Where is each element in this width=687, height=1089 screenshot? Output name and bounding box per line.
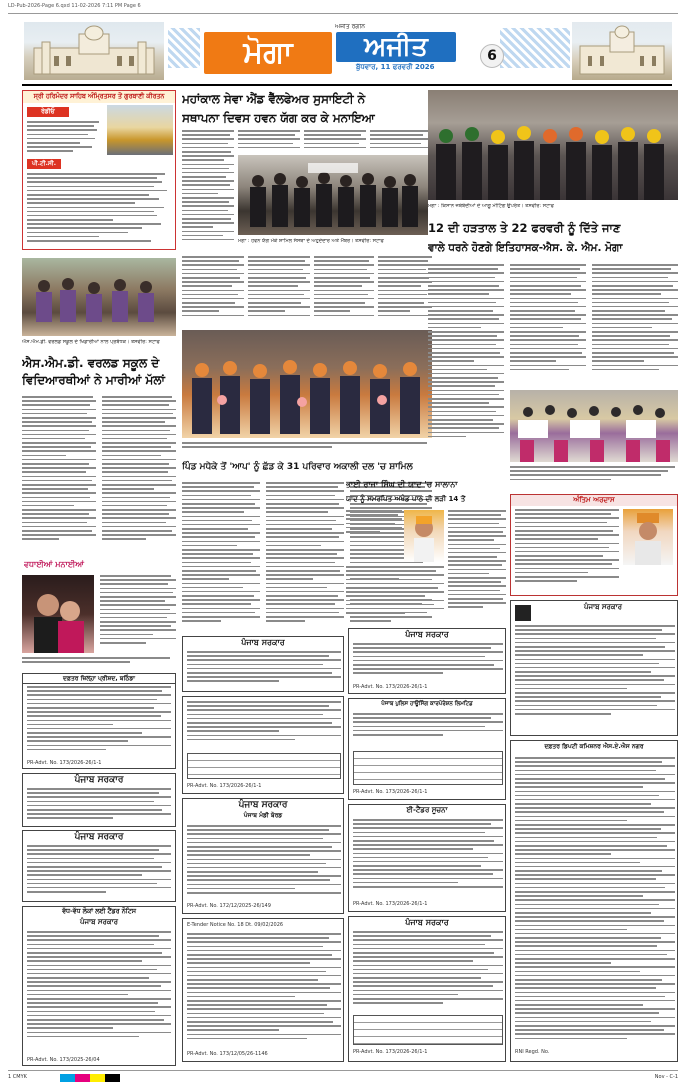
right-headline-line2: ਵਾਲੇ ਧਰਨੇ ਹੋਣਗੇ ਇਤਿਹਾਸਕ-ਐਸ. ਕੇ. ਐਮ. ਮੋਗਾ [428,242,623,254]
gurdwara-photo-right [572,22,672,80]
couple-portrait [22,575,94,653]
notice-tender-left-code: PR-Advt. No. 173/2025-26/04 [27,1057,100,1063]
school-story-col2 [102,396,176,556]
notice-punjab-center-a [182,636,344,692]
farmers-photo-caption: ਮੋਗਾ : ਕਿਸਾਨ ਜਥੇਬੰਦੀਆਂ ਦੇ ਆਗੂ ਮੀਟਿੰਗ ਉਪਰੰਤ। ਤਸਵੀਰ: ਸਟਾਫ [428,203,554,209]
notice-tender-left-body [27,931,171,1055]
notice-punjab-left-1-title: ਪੰਜਾਬ ਸਰਕਾਰ [74,775,124,785]
notice-punjab-cr-a-body [353,643,503,681]
aap-group-figures [182,330,432,438]
right-story-col2 [510,264,586,384]
school-story-col1 [22,396,96,556]
masthead-rule [22,84,672,86]
notice-tender-left-title: ਵੱਧ-ਵੱਧ ਲੋਕਾਂ ਲਈ ਟੈਂਡਰ ਨੋਟਿਸ [62,908,136,915]
footer-rule [8,1070,678,1071]
school-group-figures [22,258,176,336]
notice-e-tender [182,918,344,1062]
notice-punjab-cr-a-title: ਪੰਜਾਬ ਸਰਕਾਰ [405,630,449,639]
notice-punjab-cr-b-code: PR-Advt. No. 173/2026-26/1-1 [353,1049,428,1055]
gurdwara-illustration-right [572,22,672,80]
ptc-label-text: ਪੀ.ਟੀ.ਸੀ. [32,160,56,167]
obituary-ad [510,494,678,596]
elder-portrait [404,510,444,562]
center-story-cont-col1 [182,256,244,326]
right-story-col3 [592,264,678,384]
notice-punjab-left-1-body [27,788,171,824]
radio-label-text: ਰੇਡੀਓ [41,108,55,115]
page-number-badge [480,44,504,68]
right-story-col1 [428,264,504,474]
notice-tender-left-subtitle: ਪੰਜਾਬ ਸਰਕਾਰ [79,918,118,926]
notice-police-housing-body [353,713,503,749]
notice-punjab-cr-a-code: PR-Advt. No. 173/2026-26/1-1 [353,684,428,690]
center-story-photo [238,155,428,235]
notice-bank-code: PR-Advt. No. 173/2026-26/1-1 [27,760,102,766]
masthead-tagline: ਅਜੀਤ ਰੰਗੀਨ [334,24,366,30]
bhog-portrait [404,510,444,562]
center-story-col4 [370,130,428,152]
ptc-timings [27,173,171,247]
notice-punjab-left-2-title: ਪੰਜਾਬ ਸਰਕਾਰ [74,832,124,842]
farmers-photo [428,90,678,200]
bhog-story-col1 [346,510,402,546]
birthday-caption [22,657,176,669]
notice-punjab-cr-b [348,916,506,1062]
page-number: 6 [487,48,497,64]
notice-police-housing [348,698,506,800]
bhog-headline-line2: ਯਾਦ ਨੂੰ ਸਮਰਪਿਤ ਅਖੰਡ ਪਾਠ ਦੀ ਲੜੀ 14 ਤੋਂ [346,495,466,503]
golden-temple-photo [107,105,173,155]
notice-punjab-cr-b-body [353,931,503,1011]
obituary-title: ਅੰਤਿਮ ਅਰਦਾਸ [511,495,677,506]
school-headline: ਐਸ.ਐਮ.ਡੀ. ਵਰਲਡ ਸਕੂਲ ਦੇ ਵਿਦਿਆਰਥੀਆਂ ਨੇ ਮਾਰੀਆਂ ਮੱਲਾਂ [22,356,165,387]
notice-punjab-center-b-table [187,753,341,779]
date-line: ਬੁੱਧਵਾਰ, 11 ਫਰਵਰੀ 2026 [356,63,435,71]
notice-tender-middle-code: PR-Advt. No. 173/2026-26/1-1 [353,901,428,907]
notice-bank-title: ਦਫ਼ਤਰ ਜ਼ਿਲ੍ਹਾ ਪ੍ਰੀਸ਼ਦ, ਬਠਿੰਡਾ [23,674,175,684]
gurdwara-photo-left [24,22,164,80]
cmyk-bar [60,1074,120,1082]
aap-story-col2 [266,482,344,632]
top-rule [8,13,678,14]
notice-district-title: ਦਫ਼ਤਰ ਡਿਪਟੀ ਕਮਿਸ਼ਨਰ ਐਸ.ਏ.ਐਸ ਨਗਰ [544,743,644,750]
notice-right-a-logo [515,605,531,621]
protest-figures [510,390,678,462]
notice-district [510,740,678,1062]
obituary-portrait [623,509,673,565]
notice-district-rni: RNI Regd. No. [515,1049,550,1055]
radio-label [27,107,69,117]
aap-story-col1 [182,482,260,632]
bhog-headline-line1: ਭਾਈ ਰਾਜਾ ਸਿੰਘ ਦੀ ਯਾਦ 'ਚ ਸਾਲਾਨਾ [346,480,458,489]
masthead-pattern-left [168,28,200,68]
notice-tender-left [22,906,176,1066]
notice-roads-board-subtitle: ਪੰਜਾਬ ਮੰਡੀ ਬੋਰਡ [243,812,283,819]
center-story-cont-col3 [314,256,374,326]
notice-district-body [515,757,675,1043]
obituary-photo [623,509,673,565]
notice-roads-board-title: ਪੰਜਾਬ ਸਰਕਾਰ [238,800,288,810]
aap-headline: ਪਿੰਡ ਮਧੇਕੇ ਤੋਂ 'ਆਪ' ਨੂੰ ਛੱਡ ਕੇ 31 ਪਰਿਵਾਰ ਅਕਾਲੀ ਦਲ 'ਚ ਸ਼ਾਮਿਲ [182,462,413,472]
notice-police-housing-title: ਪੰਜਾਬ ਪੁਲਿਸ ਹਾਊਸਿੰਗ ਕਾਰਪੋਰੇਸ਼ਨ ਲਿਮਟਿਡ [381,701,473,707]
notice-punjab-center-a-title: ਪੰਜਾਬ ਸਰਕਾਰ [241,638,285,647]
notice-punjab-left-1 [22,773,176,827]
center-story-cont-col2 [248,256,310,326]
notice-roads-board [182,798,344,914]
right-headline-line1: 12 ਦੀ ਹੜਤਾਲ ਤੇ 22 ਫਰਵਰੀ ਨੂੰ ਦਿੱਤੇ ਜਾਣ [428,221,621,235]
notice-punjab-left-2 [22,830,176,902]
footer-left: 1 CMYK [8,1074,27,1080]
notice-tender-middle [348,804,506,912]
farmers-group-figures [428,90,678,200]
notice-punjab-left-2-body [27,845,171,899]
notice-e-tender-code: PR-Advt. No. 173/12/05/26-1146 [187,1051,268,1057]
center-headline-line2: ਸਥਾਪਨਾ ਦਿਵਸ ਹਵਨ ਯੱਗ ਕਰ ਕੇ ਮਨਾਇਆ [182,111,375,125]
notice-roads-board-body [187,825,341,899]
notice-roads-board-code: PR-Advt. No. 172/12/2025-26/149 [187,903,271,909]
radio-timings [27,121,103,155]
notice-right-a-body [515,625,675,725]
paper-name: ਅਜੀਤ [364,32,428,62]
notice-punjab-center-a-body [187,651,341,687]
protest-photo-caption [510,466,678,488]
gurbani-box [22,90,176,250]
notice-punjab-center-b-code: PR-Advt. No. 173/2026-26/1-1 [187,783,262,789]
notice-punjab-cr-a [348,628,506,694]
footer-right: Nov - C-1 [654,1074,678,1080]
gurdwara-illustration [24,22,164,80]
notice-bank-body [27,686,171,756]
center-story-col2 [238,130,300,152]
notice-punjab-center-b-body [187,701,341,751]
notice-e-tender-heading: E-Tender Notice No. 18 Dt. 09/02/2026 [187,922,284,928]
notice-right-a-title: ਪੰਜਾਬ ਸਰਕਾਰ [583,603,622,611]
bhog-story-col1b [346,566,444,622]
city-name-banner [204,32,332,74]
notice-tender-middle-title: ਈ-ਟੈਂਡਰ ਸੂਚਨਾ [406,806,448,814]
center-story-col1 [182,130,234,250]
birthday-photo [22,575,94,653]
aap-story-photo [182,330,432,438]
aap-photo-caption [182,442,432,452]
obituary-body [515,509,619,593]
birthday-text [100,575,176,653]
center-story-col3 [304,130,366,152]
masthead-pattern-right [500,28,570,68]
notice-punjab-center-b [182,696,344,794]
notice-police-housing-code: PR-Advt. No. 173/2026-26/1-1 [353,789,428,795]
notice-punjab-cr-b-title: ਪੰਜਾਬ ਸਰਕਾਰ [405,918,449,927]
notice-punjab-cr-b-table [353,1015,503,1045]
notice-tender-middle-body [353,819,503,895]
center-headline-line1: ਮਹਾਂਕਾਲ ਸੇਵਾ ਐਂਡ ਵੈੱਲਫੇਅਰ ਸੁਸਾਇਟੀ ਨੇ [182,92,366,106]
notice-right-a [510,600,678,736]
protest-photo [510,390,678,462]
school-photo [22,258,176,336]
bhog-story-col2 [448,510,506,620]
havan-group-figures [238,155,428,235]
notice-e-tender-body [187,933,341,1045]
city-name: ਮੋਗਾ [243,35,293,70]
center-photo-caption: ਮੋਗਾ : ਹਵਨ ਯੱਗ ਮੌਕੇ ਸ਼ਾਮਿਲ ਸੰਸਥਾ ਦੇ ਅਹੁਦੇਦਾਰ ਅਤੇ ਮੈਂਬਰ। ਤਸਵੀਰ: ਸਟਾਫ [238,238,384,244]
gurbani-title: ਸ੍ਰੀ ਹਰਿਮੰਦਰ ਸਾਹਿਬ ਅੰਮ੍ਰਿਤਸਰ ਤੋਂ ਗੁਰਬਾਣੀ ਕੀਰਤਨ [23,91,175,103]
print-slug: LD-Pub-2026-Page 6.qxd 11-02-2026 7:11 PM Page 6 [8,3,141,9]
ptc-label [27,159,61,169]
paper-name-banner [336,32,456,62]
school-photo-caption: ਐਸ.ਐਮ.ਡੀ. ਵਰਲਡ ਸਕੂਲ ਦੇ ਖਿਡਾਰੀਆਂ ਨਾਲ ਪ੍ਰਬੰਧਕ। ਤਸਵੀਰ: ਸਟਾਫ [22,339,160,345]
notice-police-housing-table [353,751,503,785]
notice-bank-left [22,673,176,769]
birthday-title: ਵਧਾਈਆਂ ਮਨਾਈਆਂ [24,560,84,569]
center-story-cont-col4 [378,256,432,326]
